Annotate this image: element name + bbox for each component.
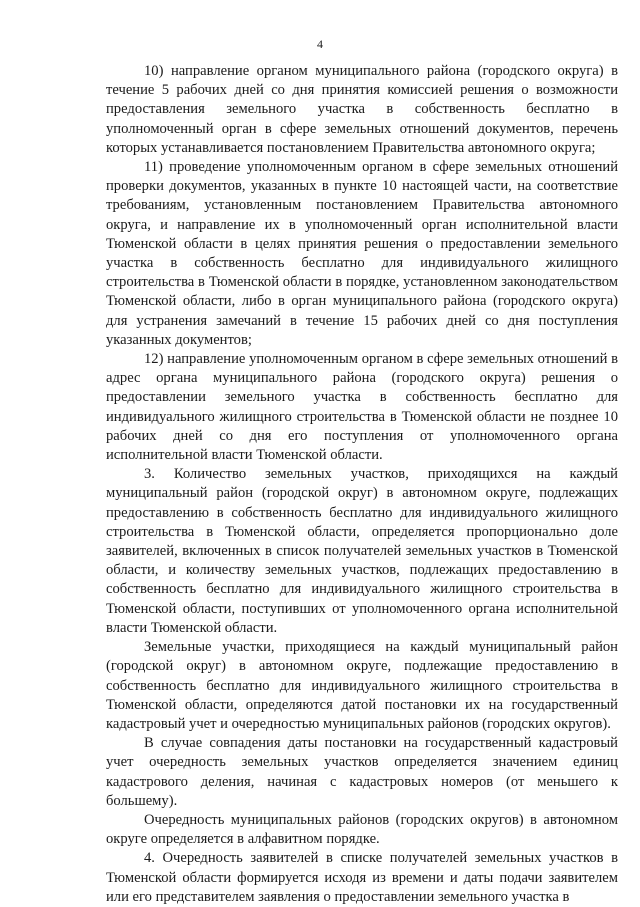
paragraph-section-3: 3. Количество земельных участков, приходящихся на каждый муниципальный район (городской округ) в автономном округе, подлежащих предоставлению в собственность бесплатно для индивидуального жилищного строительства в Тюменской области, определяется пропорционально доле заявителей, включенных в список получателей земельных участков в Тюменской области, и количеству земельных участков, подлежащих предоставлению в собственность бесплатно для индивидуального жилищного строительства в Тюменской области, поступивших от уполномоченного органа исполнительной власти Тюменской области. <box>106 466 618 636</box>
page-number: 4 <box>317 37 323 51</box>
paragraph-item-11: 11) проведение уполномоченным органом в сфере земельных отношений проверки документов, указанных в пункте 10 настоящей части, на соответствие требованиям, установленным постановлением Правительства автономного округа, и направление их в уполномоченный орган исполнительной власти Тюменской области в целях принятия решения о предоставлении земельного участка в собственность бесплатно для индивидуального жилищного строительства в Тюменской области в порядке, установленном законодательством Тюменской области, либо в орган муниципального района (городского округа) для устранения замечаний в течение 15 рабочих дней со дня поступления указанных документов; <box>106 159 618 348</box>
paragraph-item-10: 10) направление органом муниципального района (городского округа) в течение 5 рабочих дней со дня принятия комиссией решения о возможности предоставления земельного участка в собственность бесплатно в уполномоченный орган в сфере земельных отношений документов, перечень которых устанавливается постановлением Правительства автономного округа; <box>106 63 618 156</box>
paragraph-section-4: 4. Очередность заявителей в списке получателей земельных участков в Тюменской области формируется исходя из времени и даты подачи заявителем или его представителем заявления о предоставлении земельного участка в <box>106 850 618 905</box>
paragraph-date-coincidence: В случае совпадения даты постановки на государственный кадастровый учет очередность земельных участков определяется значением единиц кадастрового деления, начиная с кадастровых номеров (от меньшего к большему). <box>106 735 618 809</box>
paragraph-land-plots: Земельные участки, приходящиеся на каждый муниципальный район (городской округ) в автономном округе, подлежащие предоставлению в собственность бесплатно для индивидуального жилищного строительства в Тюменской области, определяются датой постановки их на государственный кадастровый учет и очередностью муниципальных районов (городских округов). <box>106 639 618 732</box>
paragraph-alphabetical-order: Очередность муниципальных районов (городских округов) в автономном округе определяется в алфавитном порядке. <box>106 811 618 848</box>
document-body <box>106 62 618 907</box>
paragraph-item-12: 12) направление уполномоченным органом в сфере земельных отношений в адрес органа муниципального района (городского округа) решения о предоставлении земельного участка в собственность бесплатно для индивидуального жилищного строительства в Тюменской области не позднее 10 рабочих дней со дня его поступления от уполномоченного органа исполнительной власти Тюменской области. <box>106 351 618 464</box>
